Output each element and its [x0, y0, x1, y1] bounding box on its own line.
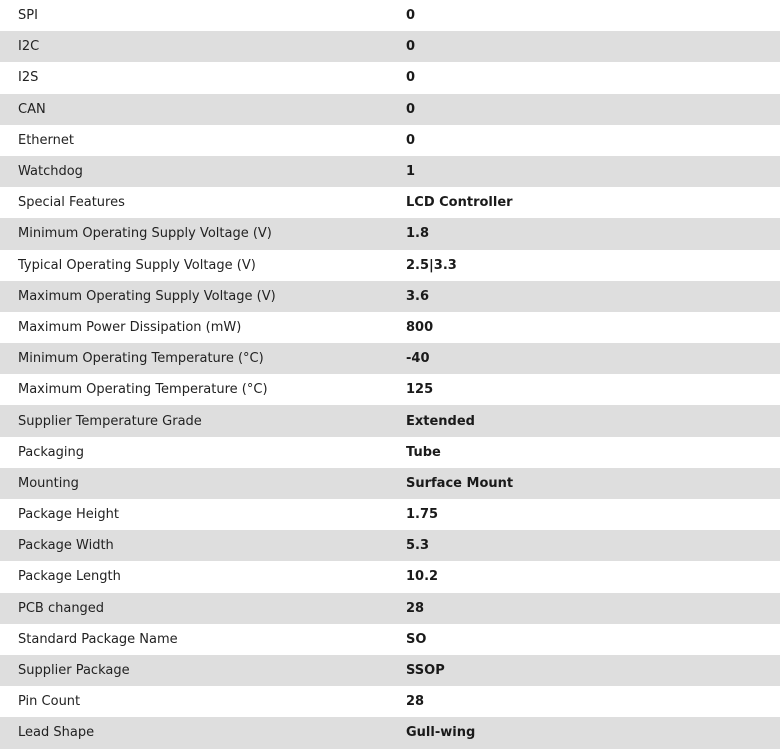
spec-row	[0, 281, 780, 312]
spec-row	[0, 717, 780, 748]
spec-label: Special Features	[18, 195, 125, 211]
spec-row	[0, 686, 780, 717]
spec-label: Maximum Operating Supply Voltage (V)	[0, 281, 388, 312]
spec-value: Extended	[388, 405, 780, 436]
spec-value: Gull-wing	[388, 717, 780, 748]
spec-label: Watchdog	[0, 156, 388, 187]
spec-label: PCB changed	[0, 593, 388, 624]
spec-value: 5.3	[388, 530, 780, 561]
spec-label: Mounting	[0, 468, 388, 499]
spec-value: 2.5|3.3	[406, 257, 457, 273]
spec-value: 0	[388, 31, 780, 62]
spec-row	[0, 218, 780, 249]
spec-label: Maximum Operating Temperature (°C)	[18, 382, 268, 398]
spec-row	[0, 94, 780, 125]
spec-label: Packaging	[18, 444, 84, 460]
spec-row	[0, 374, 780, 405]
spec-value: LCD Controller	[406, 195, 513, 211]
spec-value: -40	[388, 343, 780, 374]
spec-row	[0, 156, 780, 187]
spec-row	[0, 0, 780, 31]
spec-label: I2C	[0, 31, 388, 62]
spec-label: Package Height	[18, 507, 119, 523]
spec-row	[0, 343, 780, 374]
spec-value: 1.75	[406, 507, 439, 523]
spec-value: 10.2	[406, 569, 439, 585]
spec-row	[0, 655, 780, 686]
spec-value: Surface Mount	[388, 468, 780, 499]
spec-row	[0, 499, 780, 530]
spec-label: Pin Count	[18, 694, 81, 710]
spec-label: CAN	[0, 94, 388, 125]
spec-label: I2S	[18, 70, 39, 86]
spec-value: 1	[388, 156, 780, 187]
spec-value: 0	[406, 8, 416, 24]
spec-label: SPI	[18, 8, 38, 24]
spec-value: 0	[388, 94, 780, 125]
spec-label: Ethernet	[18, 132, 74, 148]
spec-label: Standard Package Name	[18, 631, 178, 647]
spec-value: 1.8	[388, 218, 780, 249]
spec-value: 3.6	[388, 281, 780, 312]
spec-row	[0, 624, 780, 655]
spec-label: Minimum Operating Temperature (°C)	[0, 343, 388, 374]
spec-label: Typical Operating Supply Voltage (V)	[18, 257, 256, 273]
spec-value: 0	[406, 132, 416, 148]
spec-row	[0, 250, 780, 281]
spec-row	[0, 593, 780, 624]
spec-label: Minimum Operating Supply Voltage (V)	[0, 218, 388, 249]
spec-row	[0, 62, 780, 93]
spec-row	[0, 561, 780, 592]
spec-row	[0, 187, 780, 218]
spec-row	[0, 437, 780, 468]
spec-label: Package Length	[18, 569, 121, 585]
spec-value: 125	[406, 382, 434, 398]
spec-label: Maximum Power Dissipation (mW)	[18, 319, 242, 335]
spec-row	[0, 31, 780, 62]
spec-row	[0, 125, 780, 156]
spec-value: SO	[406, 631, 427, 647]
spec-label: Supplier Package	[0, 655, 388, 686]
spec-value: 28	[388, 593, 780, 624]
spec-row	[0, 468, 780, 499]
spec-value: Tube	[406, 444, 441, 460]
spec-value: 28	[406, 694, 425, 710]
spec-value: 0	[406, 70, 416, 86]
spec-label: Package Width	[0, 530, 388, 561]
spec-row	[0, 530, 780, 561]
spec-row	[0, 405, 780, 436]
spec-value: SSOP	[388, 655, 780, 686]
spec-label: Supplier Temperature Grade	[0, 405, 388, 436]
spec-value: 800	[406, 319, 434, 335]
spec-label: Lead Shape	[0, 717, 388, 748]
spec-row	[0, 312, 780, 343]
